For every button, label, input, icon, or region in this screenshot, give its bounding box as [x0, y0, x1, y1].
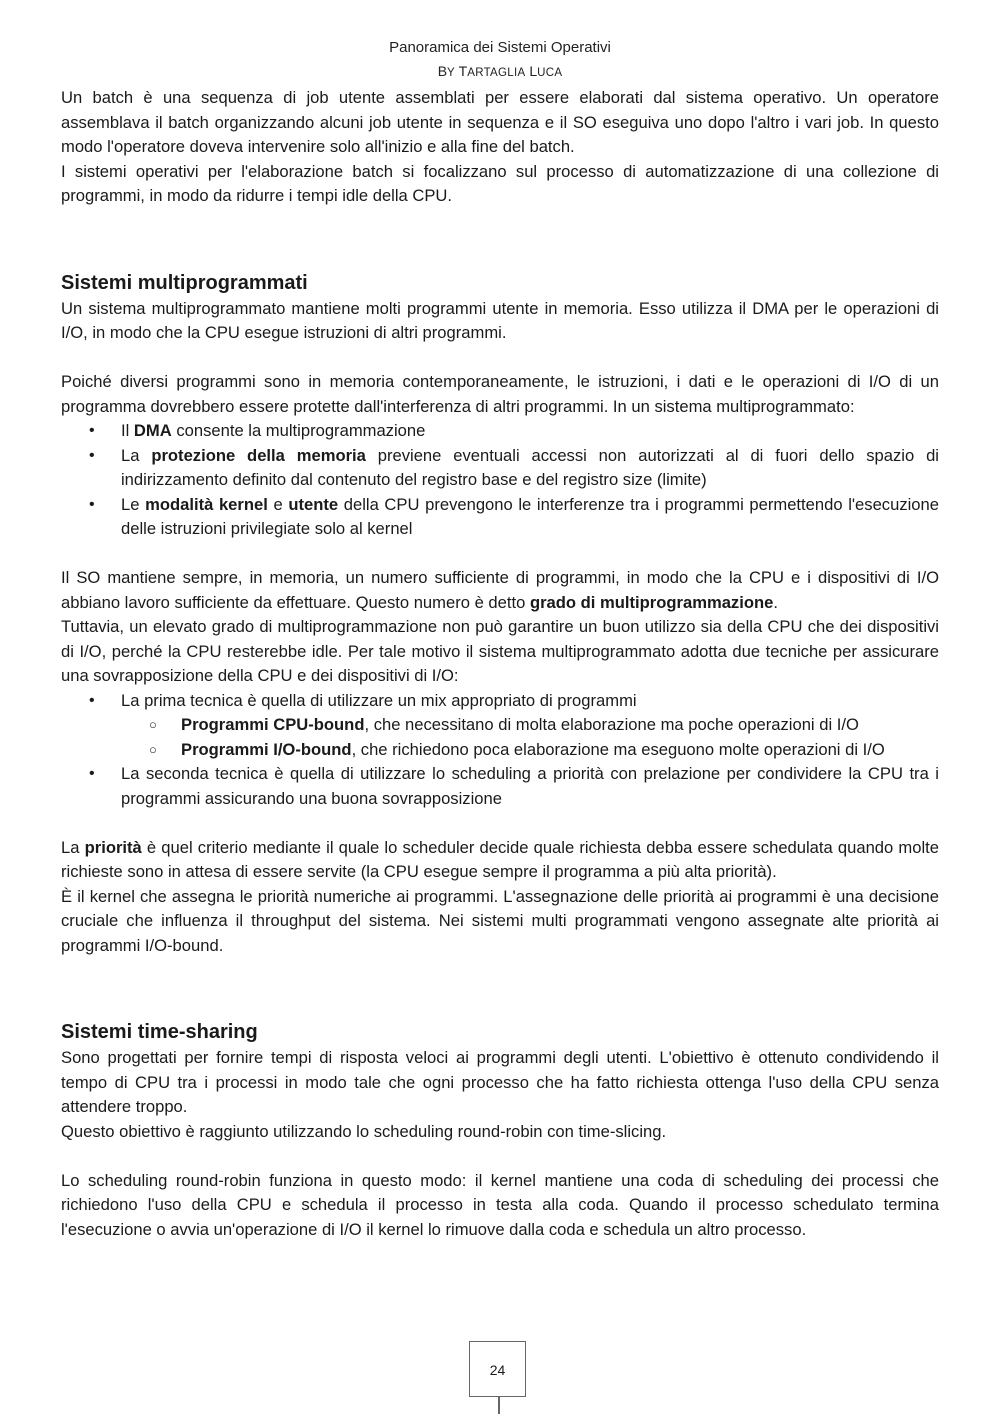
- paragraph: Un sistema multiprogrammato mantiene molti programmi utente in memoria. Esso utilizza il DMA per le operazioni di I/O, in modo che la CPU esegue istruzioni di altri programmi.: [61, 298, 939, 342]
- paragraph: È il kernel che assegna le priorità numeriche ai programmi. L'assegnazione delle priorità ai programmi è una decisione cruciale che influenza il throughput del sistema. Nei sistemi multi programmati vengono assegnate alte priorità ai programmi I/O-bound.: [61, 886, 939, 955]
- bullet-list: [61, 689, 939, 714]
- paragraph: Lo scheduling round-robin funziona in questo modo: il kernel mantiene una coda di scheduling dei processi che richiedono l'uso della CPU e schedula il processo in testa alla coda. Quando il processo schedulato termina l'esecuzione o avvia un'operazione di I/O il kernel lo rimuove dalla coda e schedula un altro processo.: [61, 1170, 939, 1239]
- paragraph: Poiché diversi programmi sono in memoria contemporaneamente, le istruzioni, i dati e le operazioni di I/O di un programma dovrebbero essere protette dall'interferenza di altri programmi. In un sistema multiprogrammato:: [61, 372, 939, 416]
- paragraph: Questo obiettivo è raggiunto utilizzando lo scheduling round-robin con time-slicing.: [61, 1121, 667, 1141]
- list-item: • La seconda tecnica è quella di utilizzare lo scheduling a priorità con prelazione per condividere la CPU tra i programmi assicurando una buona sovrapposizione: [61, 762, 939, 811]
- document-body: [61, 86, 939, 1242]
- page-number-tick: [498, 1397, 500, 1414]
- paragraph: La priorità è quel criterio mediante il quale lo scheduler decide quale richiesta debba essere schedulata quando molte richieste sono in attesa di essere servite (la CPU esegue sempre il programma a più alta priorità).: [61, 837, 939, 881]
- paragraph: Sono progettati per fornire tempi di risposta veloci ai programmi degli utenti. L'obiettivo è ottenuto condividendo il tempo di CPU tra i processi in modo tale che ogni processo che ha fatto richiesta ottenga l'uso della CPU senza attendere troppo.: [61, 1048, 939, 1116]
- page-header-author: BY TARTAGLIA LUCA: [437, 63, 563, 79]
- bullet-list: [61, 419, 939, 542]
- list-item: • Le modalità kernel e utente della CPU prevengono le interferenze tra i programmi permettendo l'esecuzione delle istruzioni privilegiate solo al kernel: [61, 493, 939, 542]
- section-heading: Sistemi multiprogrammati: [61, 271, 308, 294]
- page-header-title: Panoramica dei Sistemi Operativi: [389, 39, 611, 56]
- paragraph: Il SO mantiene sempre, in memoria, un numero sufficiente di programmi, in modo che la CPU e i dispositivi di I/O abbiano lavoro sufficiente da effettuare. Questo numero è detto grado di multiprogrammazione.: [61, 568, 939, 612]
- paragraph: I sistemi operativi per l'elaborazione batch si focalizzano sul processo di automatizzazione di una collezione di programmi, in modo da ridurre i tempi idle della CPU.: [61, 161, 939, 205]
- list-item: • Il DMA consente la multiprogrammazione: [61, 419, 939, 444]
- list-item: • La prima tecnica è quella di utilizzare un mix appropriato di programmi: [61, 689, 939, 714]
- sub-list-item: ○ Programmi CPU-bound, che necessitano di molta elaborazione ma poche operazioni di I/O: [61, 713, 939, 738]
- sub-list: [61, 713, 939, 762]
- paragraph: Un batch è una sequenza di job utente assemblati per essere elaborati dal sistema operativo. Un operatore assemblava il batch organizzando alcuni job utente in sequenza e il SO eseguiva uno dopo l'altro i vari job. In questo modo l'operatore doveva intervenire solo all'inizio e alla fine del batch.: [61, 88, 939, 156]
- bullet-list: [61, 762, 939, 811]
- paragraph: Tuttavia, un elevato grado di multiprogrammazione non può garantire un buon utilizzo sia della CPU che dei dispositivi di I/O, perché la CPU resterebbe idle. Per tale motivo il sistema multiprogrammato adotta due tecniche per assicurare una sovrapposizione della CPU e dei dispositivi di I/O:: [61, 617, 939, 685]
- page-number: 24: [469, 1341, 526, 1397]
- section-heading: Sistemi time-sharing: [61, 1021, 258, 1043]
- list-item: • La protezione della memoria previene eventuali accessi non autorizzati al di fuori dello spazio di indirizzamento definito dal contenuto del registro base e del registro size (limite): [61, 444, 939, 493]
- sub-list-item: ○ Programmi I/O-bound, che richiedono poca elaborazione ma eseguono molte operazioni di I/O: [61, 738, 939, 763]
